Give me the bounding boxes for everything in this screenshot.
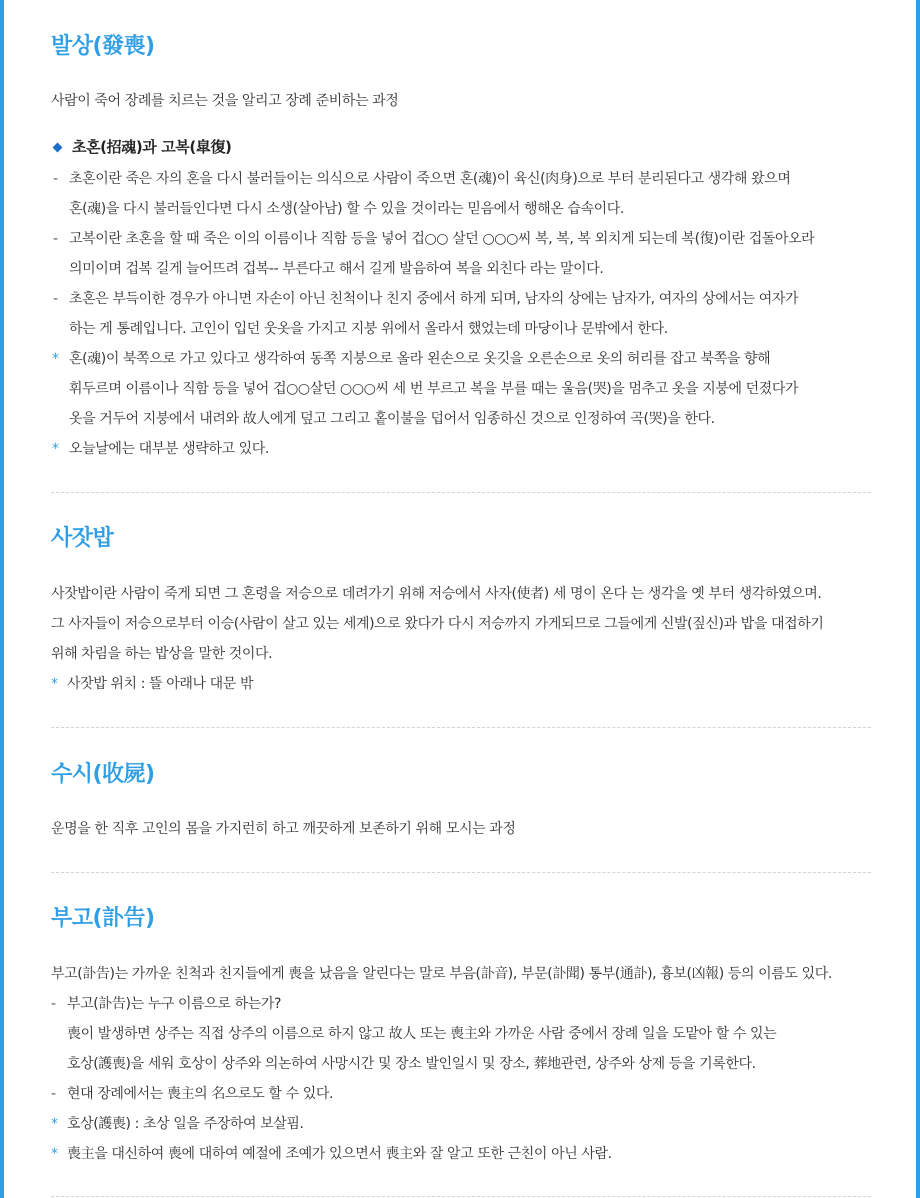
section-title: 발상(發喪) [51,34,155,59]
list-item [51,1109,832,1139]
asterisk-marker: * [52,441,59,457]
dash-marker: - [51,996,56,1012]
dash-marker: - [53,291,58,307]
item-line: 초혼은 부득이한 경우가 아니면 자손이 아닌 친척이나 친지 중에서 하게 되며, 남자의 상에는 남자가, 여자의 상에서는 여자가 [69,291,799,307]
asterisk-marker: * [51,1116,58,1132]
description-line: 그 사자들이 저승으로부터 이승(사람이 살고 있는 세계)으로 왔다가 다시 저승까지 가게되므로 그들에게 신발(짚신)과 밥을 대접하기 [51,616,824,632]
asterisk-marker: * [51,676,58,692]
section-divider [51,727,871,728]
asterisk-marker: * [51,1146,58,1162]
item-line: 옷을 거두어 지붕에서 내려와 故人에게 덮고 그리고 홑이불을 덥어서 임종하신 것으로 인정하여 곡(哭)을 한다. [69,411,715,427]
list-item [51,344,814,434]
item-list [51,164,814,464]
list-item [51,1139,832,1169]
section-body [51,959,832,1169]
item-line: 하는 게 통례입니다. 고인이 입던 웃옷을 가지고 지붕 위에서 올라서 했었는데 마당이나 문밖에서 한다. [69,321,668,337]
section-description: 운명을 한 직후 고인의 몸을 가지런히 하고 깨끗하게 보존하기 위해 모시는 과정 [51,821,516,837]
list-item [51,284,814,344]
item-line: 혼(魂)을 다시 불러들인다면 다시 소생(살아남) 할 수 있을 것이라는 믿음에서 행해온 습속이다. [69,201,624,217]
asterisk-marker: * [52,351,59,367]
item-line: 혼(魂)이 북쪽으로 가고 있다고 생각하여 동쪽 지붕으로 올라 왼손으로 옷깃을 오른손으로 옷의 허리를 잡고 북쪽을 향해 [69,351,771,367]
item-line: 고복이란 초혼을 할 때 죽은 이의 이름이나 직함 등을 넣어 겁○○ 살던 ○○○씨 복, 복, 복 외치게 되는데 복(復)이란 겁돌아오라 [69,231,815,247]
item-line: 휘두르며 이름이나 직함 등을 넣어 겁○○살던 ○○○씨 세 번 부르고 복을 부를 때는 울음(哭)을 멈추고 옷을 지붕에 던졌다가 [69,381,799,397]
item-line: 喪主을 대신하여 喪에 대하여 예절에 조예가 있으면서 喪主와 잘 알고 또한 근친이 아닌 사람. [67,1146,612,1162]
item-line: 오늘날에는 대부분 생략하고 있다. [69,441,269,457]
section-title: 수시(收屍) [51,762,155,787]
section-divider [51,872,871,873]
section-divider [51,1196,871,1197]
section-description [51,579,824,699]
list-item [51,434,814,464]
item-line: 喪이 발생하면 상주는 직접 상주의 이름으로 하지 않고 故人 또는 喪主와 가까운 사람 중에서 장례 일을 도맡아 할 수 있는 [67,1026,777,1042]
item-line: 의미이며 겁복 길게 늘어뜨려 겁복-- 부른다고 해서 길게 발음하여 복을 외친다 라는 말이다. [69,261,604,277]
sub-title [51,132,232,162]
sub-title-text: 초혼(招魂)과 고복(皐復) [72,138,232,156]
item-line: 사잣밥 위치 : 뜰 아래나 대문 밖 [67,676,254,692]
description-line: 위해 차림을 하는 밥상을 말한 것이다. [51,646,273,662]
item-line: 현대 장례에서는 喪主의 名으로도 할 수 있다. [67,1086,334,1102]
section-description: 사람이 죽어 장례를 치르는 것을 알리고 장례 준비하는 과정 [51,93,399,109]
section-divider [51,492,871,493]
item-line: 부고(訃告)는 누구 이름으로 하는가? [67,996,281,1012]
section-title: 부고(訃告) [51,906,155,931]
section-title: 사잣밥 [51,526,114,551]
item-line: 초혼이란 죽은 자의 혼을 다시 불러들이는 의식으로 사람이 죽으면 혼(魂)이 육신(肉身)으로 부터 분리된다고 생각해 왔으며 [69,171,791,187]
list-item [51,224,814,284]
list-item [51,669,824,699]
list-item [51,989,832,1079]
list-item [51,1079,832,1109]
item-line: 호상(護喪) : 초상 일을 주장하여 보살핌. [67,1116,304,1132]
dash-marker: - [53,231,58,247]
diamond-bullet-icon [53,142,63,152]
dash-marker: - [53,171,58,187]
item-line: 호상(護喪)을 세워 호상이 상주와 의논하여 사망시간 및 장소 발인일시 및 장소, 葬地관련, 상주와 상제 등을 기록한다. [67,1056,756,1072]
description-line: 사잣밥이란 사람이 죽게 되면 그 혼령을 저승으로 데려가기 위해 저승에서 사자(使者) 세 명이 온다 는 생각을 옛 부터 생각하였으며. [51,586,822,602]
list-item [51,164,814,224]
dash-marker: - [51,1086,56,1102]
section-description: 부고(訃告)는 가까운 친척과 친지들에게 喪을 났음을 알린다는 말로 부음(訃音), 부문(訃聞) 통부(通訃), 흉보(凶報) 등의 이름도 있다. [51,966,832,982]
